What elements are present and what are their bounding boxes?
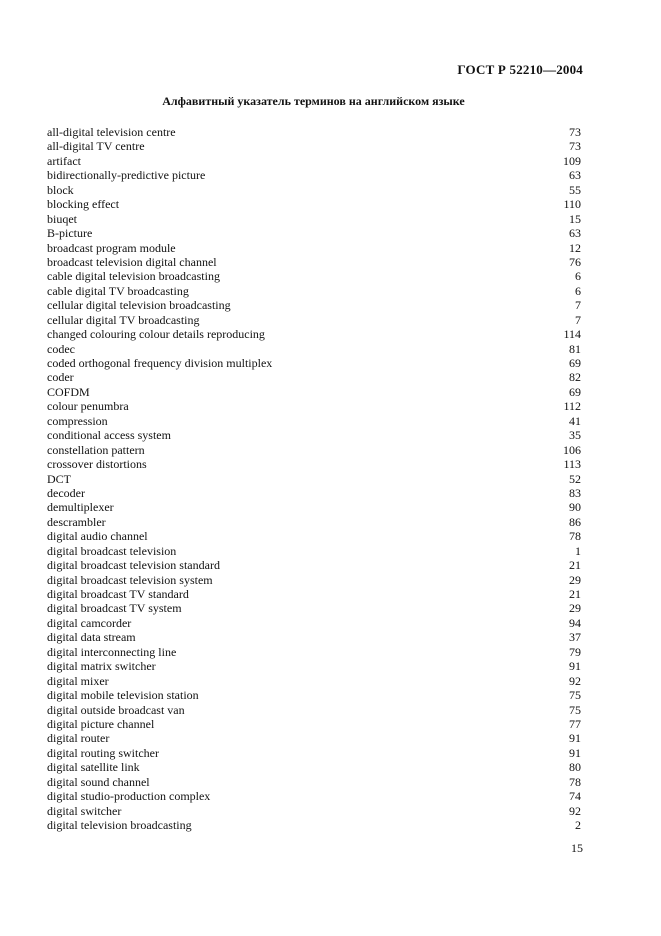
index-entry [47, 486, 581, 500]
index-term: changed colouring colour details reproducing [47, 327, 265, 342]
index-page-number: 75 [569, 702, 581, 717]
index-term: cellular digital TV broadcasting [47, 312, 200, 327]
index-page-number: 7 [575, 298, 581, 313]
index-term: digital interconnecting line [47, 644, 177, 659]
index-term: digital mixer [47, 673, 109, 688]
index-entry [47, 515, 581, 529]
index-page-number: 94 [569, 615, 581, 630]
index-entry [47, 255, 581, 269]
index-entry [47, 443, 581, 457]
index-entry [47, 731, 581, 745]
index-term: digital picture channel [47, 716, 155, 731]
index-page-number: 55 [569, 182, 581, 197]
index-page-number: 73 [569, 125, 581, 139]
index-page-number: 80 [569, 760, 581, 775]
index-entry [47, 399, 581, 413]
index-term: colour penumbra [47, 399, 129, 414]
index-entry [47, 688, 581, 702]
index-entry [47, 818, 581, 832]
index-entry [47, 472, 581, 486]
index-entry [47, 168, 581, 182]
index-entry [47, 154, 581, 168]
index-page-number: 29 [569, 572, 581, 587]
index-page-number: 92 [569, 673, 581, 688]
index-entry [47, 269, 581, 283]
index-page-number: 69 [569, 356, 581, 370]
index-page-number: 76 [569, 254, 581, 269]
index-term: digital sound channel [47, 774, 150, 789]
index-term: digital router [47, 731, 110, 746]
index-term: digital routing switcher [47, 745, 159, 760]
index-term: cable digital television broadcasting [47, 269, 220, 284]
index-page-number: 73 [569, 139, 581, 154]
index-entry [47, 703, 581, 717]
index-page-number: 81 [569, 341, 581, 356]
index-page-number: 29 [569, 601, 581, 616]
index-entry [47, 212, 581, 226]
index-page-number: 110 [563, 197, 581, 212]
index-term: all-digital TV centre [47, 139, 145, 154]
page-title-text: Алфавитный указатель терминов на английском языке [162, 94, 465, 108]
index-entry [47, 775, 581, 789]
index-page-number: 114 [563, 327, 581, 342]
index-entry [47, 241, 581, 255]
index-page-number: 2 [575, 818, 581, 832]
term-index-list [47, 125, 581, 832]
index-entry [47, 616, 581, 630]
index-entry [47, 139, 581, 153]
index-entry [47, 746, 581, 760]
index-entry [47, 226, 581, 240]
index-page-number: 90 [569, 500, 581, 515]
index-term: biuqet [47, 211, 77, 226]
index-term: artifact [47, 153, 81, 168]
index-term: digital matrix switcher [47, 659, 156, 674]
index-term: digital television broadcasting [47, 818, 192, 832]
index-page-number: 35 [569, 428, 581, 443]
index-page-number: 86 [569, 514, 581, 529]
index-term: cellular digital television broadcasting [47, 298, 231, 313]
index-entry [47, 558, 581, 572]
index-term: coded orthogonal frequency division multiplex [47, 356, 273, 370]
index-term: decoder [47, 485, 85, 500]
index-term: digital outside broadcast van [47, 702, 185, 717]
index-entry [47, 804, 581, 818]
index-page-number: 82 [569, 370, 581, 385]
index-term: block [47, 182, 74, 197]
index-term: B-picture [47, 226, 93, 241]
index-entry [47, 717, 581, 731]
index-term: digital studio-production complex [47, 789, 211, 804]
index-term: descrambler [47, 514, 106, 529]
index-page-number: 91 [569, 731, 581, 746]
index-page-number: 79 [569, 644, 581, 659]
index-entry [47, 674, 581, 688]
index-page-number: 1 [575, 543, 581, 558]
index-entry [47, 197, 581, 211]
index-entry [47, 428, 581, 442]
index-term: bidirectionally-predictive picture [47, 168, 206, 183]
index-term: all-digital television centre [47, 125, 176, 139]
index-page-number: 74 [569, 789, 581, 804]
index-term: digital data stream [47, 630, 136, 645]
index-entry [47, 457, 581, 471]
index-entry [47, 414, 581, 428]
index-page-number: 21 [569, 587, 581, 601]
index-term: codec [47, 341, 75, 356]
index-term: blocking effect [47, 197, 120, 212]
index-page-number: 52 [569, 471, 581, 486]
index-entry [47, 313, 581, 327]
index-term: digital broadcast television standard [47, 558, 220, 573]
document-header: ГОСТ Р 52210—2004 [457, 62, 583, 77]
index-term: digital camcorder [47, 615, 132, 630]
index-entry [47, 298, 581, 312]
index-page-number: 92 [569, 803, 581, 818]
index-entry [47, 529, 581, 543]
index-term: demultiplexer [47, 500, 114, 515]
index-term: cable digital TV broadcasting [47, 283, 189, 298]
index-page-number: 15 [569, 211, 581, 226]
index-page-number: 112 [563, 399, 581, 414]
index-entry [47, 587, 581, 601]
index-page-number: 91 [569, 745, 581, 760]
index-entry [47, 327, 581, 341]
index-term: broadcast television digital channel [47, 254, 217, 269]
index-term: constellation pattern [47, 442, 145, 457]
index-term: digital audio channel [47, 529, 148, 544]
index-entry [47, 370, 581, 384]
index-entry [47, 284, 581, 298]
index-entry [47, 645, 581, 659]
index-page-number: 41 [569, 413, 581, 428]
index-entry [47, 659, 581, 673]
index-entry [47, 760, 581, 774]
index-page-number: 83 [569, 485, 581, 500]
index-entry [47, 573, 581, 587]
index-entry [47, 183, 581, 197]
index-page-number: 78 [569, 774, 581, 789]
index-page-number: 63 [569, 226, 581, 241]
index-entry [47, 385, 581, 399]
index-page-number: 75 [569, 688, 581, 703]
index-entry [47, 356, 581, 370]
index-term: digital broadcast TV system [47, 601, 182, 616]
index-entry [47, 544, 581, 558]
index-page-number: 106 [563, 442, 581, 457]
index-page-number: 6 [575, 283, 581, 298]
index-term: digital satellite link [47, 760, 140, 775]
index-page-number: 77 [569, 716, 581, 731]
index-page-number: 78 [569, 529, 581, 544]
page-title [0, 94, 661, 109]
index-entry [47, 125, 581, 139]
index-term: COFDM [47, 384, 90, 399]
index-page-number: 6 [575, 269, 581, 284]
index-term: DCT [47, 471, 71, 486]
index-entry [47, 630, 581, 644]
index-term: digital broadcast television system [47, 572, 213, 587]
index-entry [47, 789, 581, 803]
index-term: digital switcher [47, 803, 122, 818]
index-term: conditional access system [47, 428, 171, 443]
index-page-number: 37 [569, 630, 581, 645]
index-term: broadcast program module [47, 240, 176, 255]
index-page-number: 21 [569, 558, 581, 573]
index-term: crossover distortions [47, 457, 147, 472]
index-page-number: 113 [563, 457, 581, 472]
index-term: digital broadcast TV standard [47, 587, 189, 601]
index-page-number: 7 [575, 312, 581, 327]
index-page-number: 109 [563, 153, 581, 168]
index-entry [47, 500, 581, 514]
index-term: coder [47, 370, 74, 385]
index-page-number: 63 [569, 168, 581, 183]
index-page-number: 12 [569, 240, 581, 255]
index-term: digital broadcast television [47, 543, 177, 558]
index-entry [47, 342, 581, 356]
index-term: digital mobile television station [47, 688, 199, 703]
index-entry [47, 601, 581, 615]
index-term: compression [47, 413, 108, 428]
index-page-number: 91 [569, 659, 581, 674]
page-number: 15 [571, 841, 583, 855]
index-page-number: 69 [569, 384, 581, 399]
